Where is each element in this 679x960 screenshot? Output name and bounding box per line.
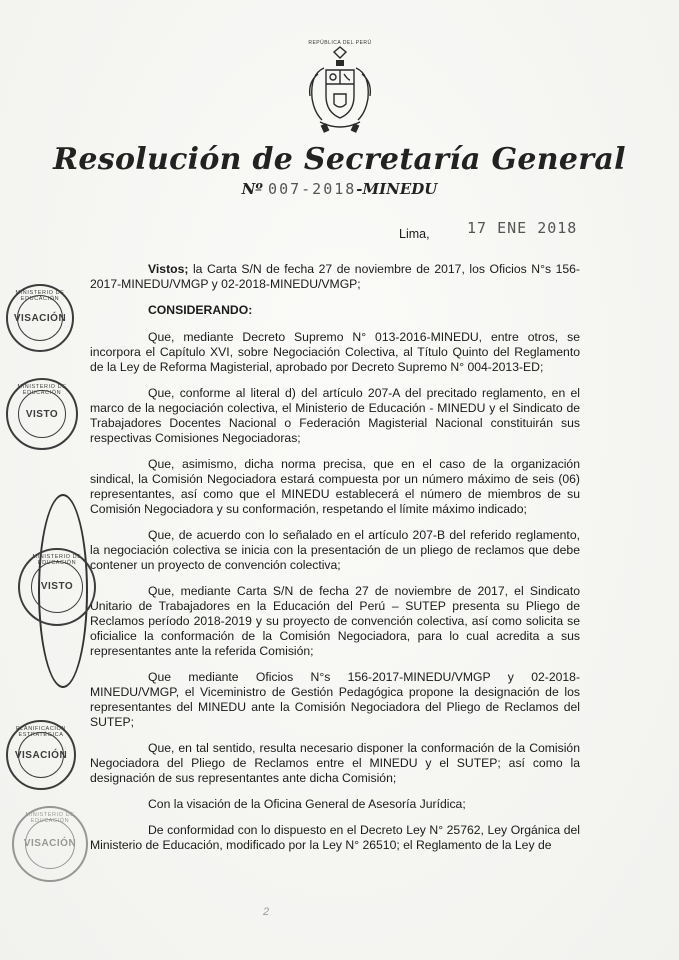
resolution-number: [0, 180, 679, 198]
coat-of-arms-icon: [300, 44, 380, 136]
resolution-title: Resolución de Secretaría General: [53, 142, 626, 177]
document-body: [90, 262, 580, 864]
considerando-heading: CONSIDERANDO:: [148, 303, 253, 317]
visto-stamp: MINISTERIO DE EDUCACIÓN VISTO: [6, 378, 78, 450]
page-mark: 2: [263, 906, 270, 918]
date-stamp: 17 ENE 2018: [467, 219, 578, 237]
paragraph: Que, mediante Decreto Supremo N° 013-2016-MINEDU, entre otros, se incorpora el Capítulo XVI, sobre Negociación Colectiva, al Título Quinto del Reglamento de la Ley de Reforma Magisterial, aprobado por Decreto Supremo N° 004-2013-ED;: [90, 330, 580, 374]
vistos-label: Vistos;: [148, 262, 189, 276]
visacion-stamp: PLANIFICACIÓN ESTRATÉGICA VISACIÓN: [6, 720, 76, 790]
paragraph: Que, asimismo, dicha norma precisa, que en el caso de la organización sindical, la Comisión Negociadora estará compuesta por un número máximo de seis (06) representantes, así como que el MINEDU establecerá el número de miembros de su Comisión Negociadora y su conformación, respetando el límite máximo indicado;: [90, 457, 580, 516]
paragraph: De conformidad con lo dispuesto en el Decreto Ley N° 25762, Ley Orgánica del Ministerio de Educación, modificado por la Ley N° 26510; el Reglamento de la Ley de: [90, 823, 580, 852]
visacion-stamp: MINISTERIO DE EDUCACIÓN VISACIÓN: [12, 806, 88, 882]
number-prefix: Nº: [241, 180, 263, 198]
vistos-paragraph: [90, 262, 580, 292]
crest-caption: REPÚBLICA DEL PERÚ: [308, 40, 372, 46]
paragraph: Que, conforme al literal d) del artículo 207-A del precitado reglamento, en el marco de la negociación colectiva, el Ministerio de Educación - MINEDU y el Sindicato de Trabajadores Docentes Nacional o Federación Magisterial Nacional constituirán sus respectivas Comisiones Negociadoras;: [90, 386, 580, 445]
number-stamp: 007-2018: [268, 180, 357, 198]
visacion-stamp: MINISTERIO DE EDUCACIÓN VISACIÓN: [6, 284, 74, 352]
visto-stamp: MINISTERIO DE EDUCACIÓN VISTO: [18, 548, 96, 626]
paragraph: Que, de acuerdo con lo señalado en el artículo 207-B del referido reglamento, la negociación colectiva se inicia con la presentación de un pliego de reclamos que debe contener un proyecto de convención colectiva;: [90, 528, 580, 572]
paragraph: Que, mediante Carta S/N de fecha 27 de noviembre de 2017, el Sindicato Unitario de Trabajadores en la Educación del Perú – SUTEP presenta su Pliego de Reclamos período 2018-2019 y su proyecto de convención colectiva, así como solicita se oficialice la conformación de la Comisión Negociadora, para lo cual acredita a sus representantes ante la referida Comisión;: [90, 584, 580, 658]
vistos-text: la Carta S/N de fecha 27 de noviembre de 2017, los Oficios N°s 156-2017-MINEDU/VMGP y 02-2018-MINEDU/VMGP;: [90, 262, 580, 291]
number-suffix: -MINEDU: [356, 180, 438, 198]
paragraph: Que, en tal sentido, resulta necesario disponer la conformación de la Comisión Negociadora del Pliego de Reclamos entre el MINEDU y el SUTEP; así como la designación de sus representantes ante dicha Comisión;: [90, 741, 580, 785]
paragraph: Con la visación de la Oficina General de Asesoría Jurídica;: [148, 797, 466, 811]
paragraph: Que mediante Oficios N°s 156-2017-MINEDU/VMGP y 02-2018-MINEDU/VMGP, el Viceministro de Gestión Pedagógica propone la designación de los representantes del MINEDU ante la Comisión Negociadora del Pliego de Reclamos del SUTEP;: [90, 670, 580, 729]
city-label: Lima,: [399, 227, 430, 241]
